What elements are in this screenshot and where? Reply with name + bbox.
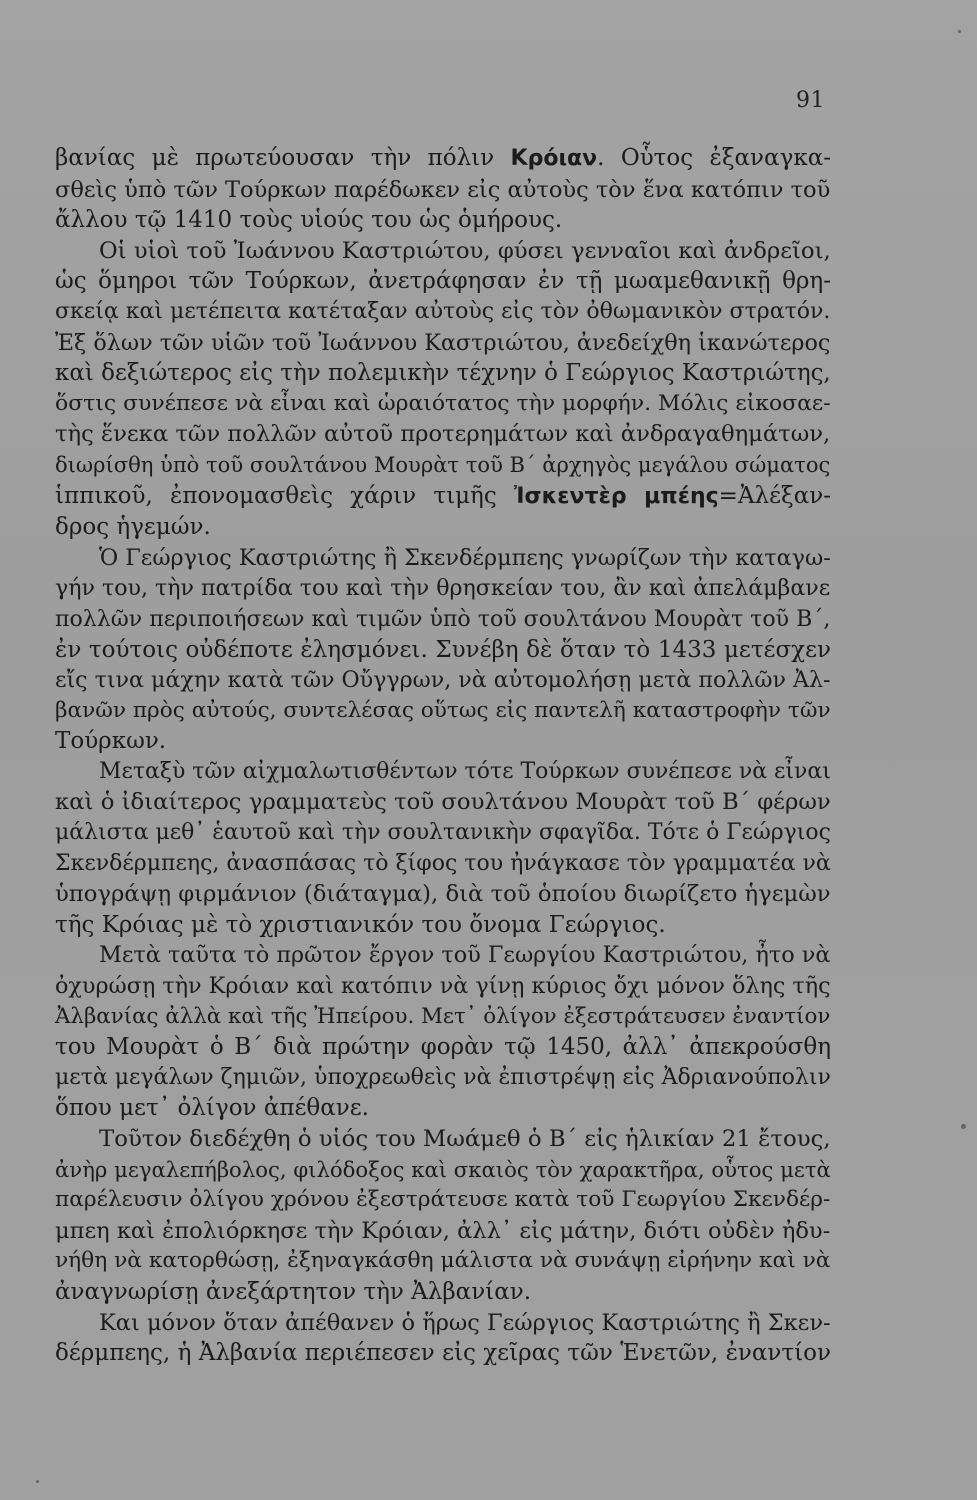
text-line: Τούρκων. — [55, 728, 167, 755]
text-line: ἄλλου τῷ 1410 τοὺς υἱούς του ὡς ὁμήρους. — [55, 207, 563, 234]
text-line: σκείᾳ καὶ μετέπειτα κατέταξαν αὐτοὺς εἰς τὸν ὀθωμανικὸν στρατόν. — [55, 298, 831, 324]
text-line: Μεταξὺ τῶν αἰχμαλωτισθέντων τότε Τούρκων συνέπεσε νὰ εἶναι — [99, 758, 831, 784]
text-line: μπεη καὶ ἐπολιόρκησε τὴν Κρόιαν, ἀλλ᾽ εἰς μάτην, διότι οὐδὲν ἠδυ- — [55, 1217, 831, 1244]
text-line: του Μουρὰτ ὁ Β΄ διὰ πρώτην φορὰν τῷ 1450, ἀλλ᾽ ἀπεκρούσθη — [55, 1034, 831, 1061]
text-line: Ἀλβανίας ἀλλὰ καὶ τῆς Ἠπείρου. Μετ᾽ ὀλίγον ἐξεστράτευσεν ἐναντίον — [55, 1003, 831, 1029]
text-line: τὴς ἕνεκα τῶν πολλῶν αὐτοῦ προτερημάτων καὶ ἀνδραγαθημάτων, — [55, 421, 831, 448]
emphasized-name: Ἰσκεντὲρ μπέης — [513, 483, 719, 509]
paper-speck — [36, 1480, 39, 1483]
text-line: Ὁ Γεώργιος Καστριώτης ἢ Σκενδέρμπεης γνωρίζων τὴν καταγω- — [99, 544, 831, 571]
text-line: καὶ ὁ ἰδιαίτερος γραμματεὺς τοῦ σουλτάνου Μουρὰτ τοῦ Β΄ φέρων — [55, 789, 831, 816]
paper-speck — [958, 30, 961, 33]
text-line: δέρμπεης, ἡ Ἀλβανία περιέπεσεν εἰς χεῖρας τῶν Ἑνετῶν, ἐναντίον — [55, 1340, 831, 1367]
text-line: νήθη νὰ κατορθώσῃ, ἐξηναγκάσθη μάλιστα νὰ συνάψῃ εἰρήνην καὶ νὰ — [55, 1248, 831, 1274]
text-line: δρος ἡγεμών. — [55, 514, 211, 541]
paragraph — [55, 1308, 831, 1369]
paragraph — [55, 543, 831, 757]
text-line: Τοῦτον διεδέχθη ὁ υἱός του Μωάμεθ ὁ Β΄ εἰς ἡλικίαν 21 ἔτους, — [99, 1126, 831, 1152]
text-line: μετὰ μεγάλων ζημιῶν, ὑποχρεωθεὶς νὰ ἐπιστρέψῃ εἰς Ἀδριανούπολιν — [55, 1064, 831, 1090]
text-line: διωρίσθη ὑπὸ τοῦ σουλτάνου Μουρὰτ τοῦ Β΄ ἀρχηγὸς μεγάλου σώματος — [55, 451, 831, 477]
paper-speck — [961, 1124, 966, 1129]
paragraph — [55, 757, 831, 941]
text-line: βανίας μὲ πρωτεύουσαν τὴν πόλιν Κρόιαν. Οὗτος ἐξαναγκα- — [55, 145, 831, 171]
text-line: ὅστις συνέπεσε νὰ εἶναι καὶ ὡραιότατος τὴν μορφήν. Μόλις εἰκοσαε- — [55, 390, 831, 416]
page-number: 91 — [796, 88, 825, 113]
paragraph — [55, 940, 831, 1124]
paragraph — [55, 1124, 831, 1308]
text-line: ὡς ὅμηροι τῶν Τούρκων, ἀνετράφησαν ἐν τῇ μωαμεθανικῇ θρη- — [55, 268, 831, 295]
text-line: ἀναγνωρίσῃ ἀνεξάρτητον τὴν Ἀλβανίαν. — [55, 1278, 532, 1305]
text-line: Μετὰ ταῦτα τὸ πρῶτον ἔργον τοῦ Γεωργίου Καστριώτου, ἦτο νὰ — [99, 942, 831, 969]
paragraph — [55, 143, 831, 236]
text-line: Ἐξ ὅλων τῶν υἱῶν τοῦ Ἰωάννου Καστριώτου, ἀνεδείχθη ἱκανώτερος — [55, 329, 831, 356]
text-line: ὀχυρώσῃ τὴν Κρόιαν καὶ κατόπιν νὰ γίνῃ κύριος ὄχι μόνον ὅλης τῆς — [55, 973, 831, 1000]
text-line: Και μόνον ὅταν ἀπέθανεν ὁ ἥρως Γεώργιος Καστριώτης ἢ Σκεν- — [99, 1309, 831, 1336]
text-line: παρέλευσιν ὀλίγου χρόνου ἐξεστράτευσε κατὰ τοῦ Γεωργίου Σκενδέρ- — [55, 1187, 831, 1213]
text-line: βανῶν πρὸς αὐτούς, συντελέσας οὕτως εἰς παντελῆ καταστροφὴν τῶν — [55, 697, 831, 723]
text-line: ὅπου μετ᾽ ὀλίγον ἀπέθανε. — [55, 1095, 369, 1122]
text-line: ἀνὴρ μεγαλεπήβολος, φιλόδοξος καὶ σκαιὸς τὸν χαρακτῆρα, οὗτος μετὰ — [55, 1156, 831, 1182]
text-line: σθεὶς ὑπὸ τῶν Τούρκων παρέδωκεν εἰς αὐτοὺς τὸν ἕνα κατόπιν τοῦ — [55, 176, 831, 203]
text-line: ἱππικοῦ, ἐπονομασθεὶς χάριν τιμῆς Ἰσκεντὲρ μπέης=Ἀλέξαν- — [55, 482, 831, 509]
body-text — [55, 143, 831, 1369]
text-line: τῆς Κρόιας μὲ τὸ χριστιανικόν του ὄνομα Γεώργιος. — [55, 911, 666, 938]
text-line: ἐν τούτοις οὐδέποτε ἐλησμόνει. Συνέβη δὲ ὅταν τὸ 1433 μετέσχεν — [55, 636, 831, 663]
text-line: Οἱ υἱοὶ τοῦ Ἰωάννου Καστριώτου, φύσει γενναῖοι καὶ ἀνδρεῖοι, — [99, 237, 831, 264]
text-line: γήν του, τὴν πατρίδα του καὶ τὴν θρησκείαν του, ἂν καὶ ἀπελάμβανε — [55, 575, 831, 602]
text-line: μάλιστα μεθ᾽ ἑαυτοῦ καὶ τὴν σουλτανικὴν σφαγῖδα. Τότε ὁ Γεώργιος — [55, 820, 831, 846]
text-line: καὶ δεξιώτερος εἰς τὴν πολεμικὴν τέχνην ὁ Γεώργιος Καστριώτης, — [55, 360, 831, 387]
text-line: Σκενδέρμπεης, ἀνασπάσας τὸ ξίφος του ἠνάγκασε τὸν γραμματέα νὰ — [55, 850, 831, 876]
paragraph — [55, 236, 831, 543]
text-line: πολλῶν περιποιήσεων καὶ τιμῶν ὑπὸ τοῦ σουλτάνου Μουρὰτ τοῦ Β΄, — [55, 605, 831, 632]
emphasized-name: Κρόιαν — [510, 146, 598, 171]
text-line: ὑπογράψῃ φιρμάνιον (διάταγμα), διὰ τοῦ ὁποίου διωρίζετο ἡγεμὼν — [55, 881, 831, 908]
text-line: εἴς τινα μάχην κατὰ τῶν Οὔγγρων, νὰ αὐτομολήσῃ μετὰ πολλῶν Ἀλ- — [55, 667, 831, 694]
